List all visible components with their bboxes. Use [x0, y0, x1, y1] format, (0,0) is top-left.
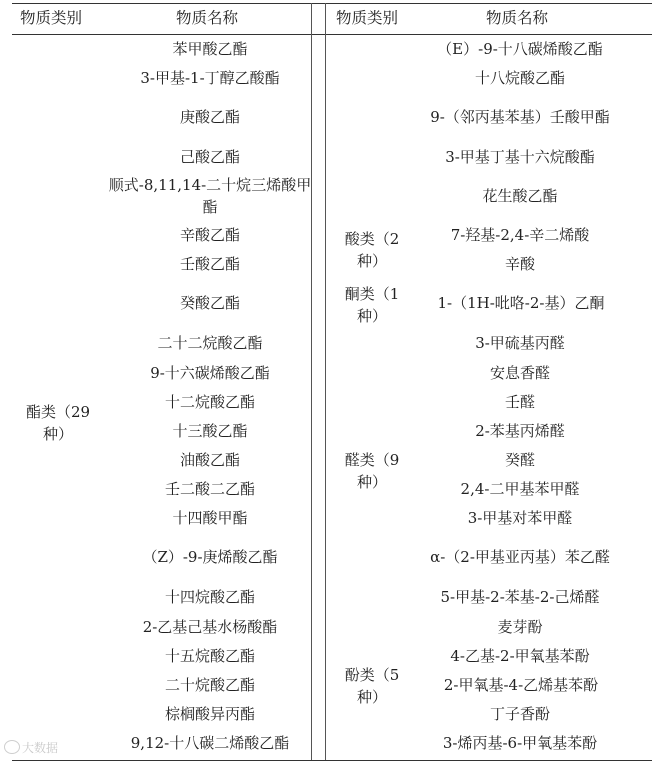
right-item: α-（2-甲基亚丙基）苯乙醛	[430, 548, 610, 566]
right-item: 癸醛	[504, 450, 535, 469]
right-item: 9-（邻丙基苯基）壬酸甲酯	[430, 107, 610, 126]
category-phenols: 酚类（5种）	[344, 666, 400, 706]
left-item: 棕榈酸异丙酯	[164, 704, 255, 723]
right-item: 2-甲氧基-4-乙烯基苯酚	[443, 675, 599, 694]
left-item: 壬酸乙酯	[179, 254, 240, 273]
category-aldehydes: 醛类（9种）	[344, 451, 400, 491]
left-item: 顺式-8,11,14-二十烷三烯酸甲酯	[108, 176, 312, 216]
left-item: 3-甲基-1-丁醇乙酸酯	[140, 68, 280, 87]
left-item: 庚酸乙酯	[179, 107, 240, 126]
right-item: 花生酸乙酯	[482, 187, 558, 205]
header-right-name: 物质名称	[486, 9, 549, 27]
right-item: 丁子香酚	[489, 704, 550, 723]
left-item: 二十烷酸乙酯	[164, 675, 255, 694]
category-esters: 酯类（29种）	[25, 403, 91, 443]
left-item: 己酸乙酯	[179, 147, 240, 166]
category-ketones: 酮类（1种）	[344, 285, 400, 325]
left-item: 二十二烷酸乙酯	[157, 334, 263, 352]
left-item: 油酸乙酯	[179, 450, 240, 469]
right-item: 7-羟基-2,4-辛二烯酸	[450, 225, 590, 244]
right-item: 3-甲基丁基十六烷酸酯	[445, 147, 595, 166]
watermark	[4, 739, 58, 756]
left-item: 十四烷酸乙酯	[164, 588, 255, 606]
right-item: 1-（1H-吡咯-2-基）乙酮	[437, 294, 605, 312]
right-item: 3-烯丙基-6-甲氧基苯酚	[442, 734, 598, 752]
left-item: 癸酸乙酯	[179, 294, 240, 312]
watermark-logo-icon	[4, 740, 20, 754]
header-right-category: 物质类别	[336, 9, 399, 27]
top-rule	[12, 3, 652, 4]
left-item: 十三酸乙酯	[172, 421, 248, 440]
right-item: 4-乙基-2-甲氧基苯酚	[450, 646, 590, 665]
left-item: 壬二酸二乙酯	[164, 479, 255, 498]
left-item: （Z）-9-庚烯酸乙酯	[142, 548, 278, 566]
right-item: 3-甲硫基丙醛	[475, 334, 565, 352]
left-item: 辛酸乙酯	[179, 225, 240, 244]
right-item: 辛酸	[504, 254, 535, 273]
right-item: 5-甲基-2-苯基-2-己烯醛	[440, 588, 600, 606]
header-left-category: 物质类别	[20, 9, 83, 27]
right-item: 壬醛	[504, 392, 535, 411]
left-item: 苯甲酸乙酯	[172, 39, 248, 58]
left-item: 9,12-十八碳二烯酸乙酯	[130, 734, 290, 752]
right-item: 十八烷酸乙酯	[474, 68, 565, 87]
right-item: 安息香醛	[489, 363, 550, 382]
left-item: 十五烷酸乙酯	[164, 646, 255, 665]
left-item: 十二烷酸乙酯	[164, 392, 255, 411]
left-item: 9-十六碳烯酸乙酯	[150, 363, 270, 382]
watermark-text: 大数据	[22, 741, 59, 755]
bottom-rule	[12, 760, 652, 761]
right-item: 3-甲基对苯甲醛	[467, 508, 573, 527]
right-item: 2-苯基丙烯醛	[475, 421, 565, 440]
left-item: 十四酸甲酯	[172, 508, 248, 527]
right-item: 2,4-二甲基苯甲醛	[460, 479, 580, 498]
category-acids: 酸类（2种）	[344, 230, 400, 270]
header-left-name: 物质名称	[176, 9, 239, 27]
left-item: 2-乙基己基水杨酸酯	[142, 617, 278, 636]
right-divider	[325, 3, 326, 760]
right-item: 麦芽酚	[497, 617, 543, 636]
right-item: （E）-9-十八碳烯酸乙酯	[437, 39, 603, 58]
left-divider	[311, 3, 312, 760]
